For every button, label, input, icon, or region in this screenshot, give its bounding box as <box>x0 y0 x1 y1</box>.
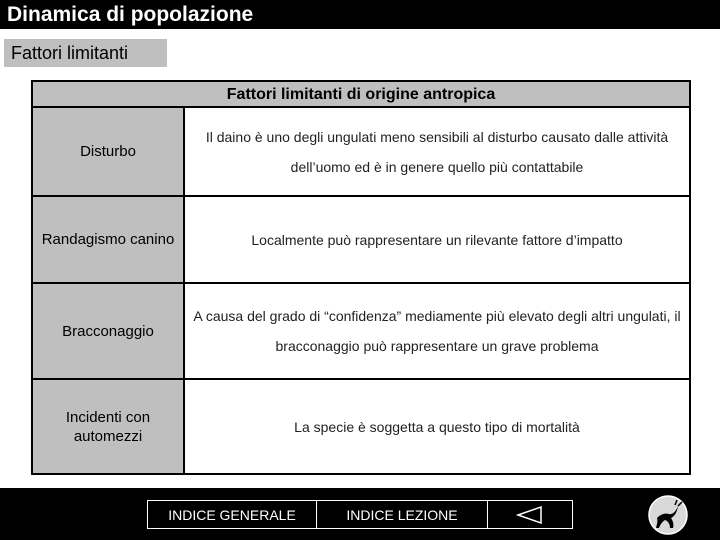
row-description: La specie è soggetta a questo tipo di mortalità <box>294 418 580 435</box>
page-title: Dinamica di popolazione <box>0 0 720 29</box>
row-label: Incidenti con automezzi <box>33 380 185 473</box>
table-row <box>33 284 689 380</box>
lesson-index-button[interactable]: INDICE LEZIONE <box>316 500 488 529</box>
factors-table <box>31 80 691 475</box>
table-row <box>33 108 689 197</box>
row-label: Disturbo <box>33 108 185 195</box>
back-button[interactable] <box>487 500 573 529</box>
row-description: Il daino è uno degli ungulati meno sensibili al disturbo causato dalle attività dell’uomo ed è in genere quello più contattabile <box>205 128 669 175</box>
row-label: Randagismo canino <box>33 197 185 282</box>
footer-bar <box>0 488 720 540</box>
row-description: Localmente può rappresentare un rilevante fattore d’impatto <box>251 231 623 248</box>
table-row <box>33 197 689 284</box>
deer-logo-icon[interactable] <box>647 494 689 536</box>
row-label: Bracconaggio <box>33 284 185 378</box>
triangle-left-icon <box>516 505 544 525</box>
table-row <box>33 380 689 473</box>
row-description: A causa del grado di “confidenza” mediamente più elevato degli altri ungulati, il bracconaggio può rappresentare un grave problema <box>193 308 681 354</box>
section-label: Fattori limitanti <box>4 39 167 67</box>
general-index-button[interactable]: INDICE GENERALE <box>147 500 317 529</box>
table-heading: Fattori limitanti di origine antropica <box>33 82 689 108</box>
